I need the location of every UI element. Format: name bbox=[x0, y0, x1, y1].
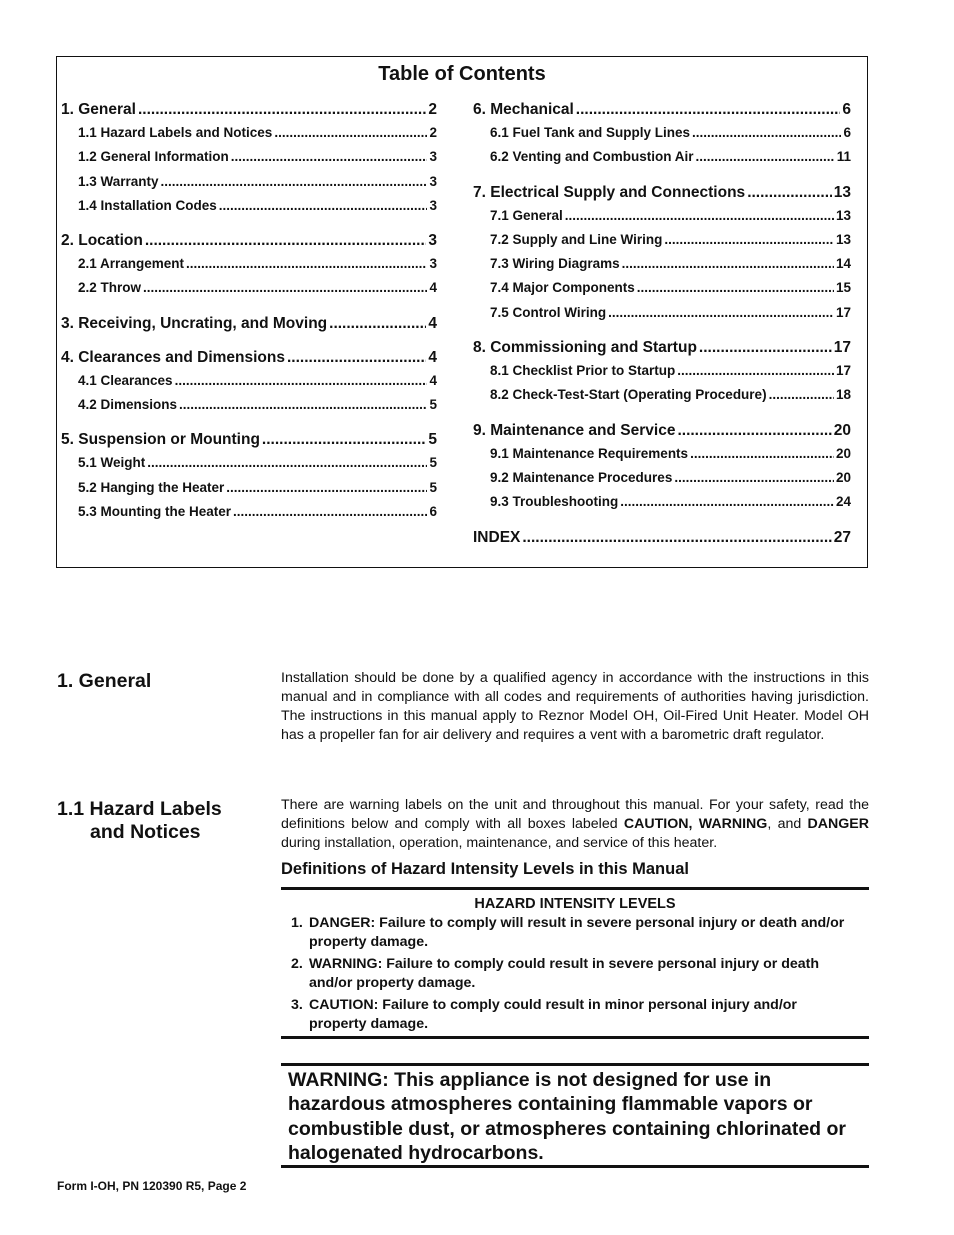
toc-entry-page: 13 bbox=[835, 231, 851, 247]
toc-entry[interactable] bbox=[473, 208, 851, 232]
hazard-para-text: , and bbox=[767, 816, 808, 832]
toc-entry-title: 9.2 Maintenance Procedures bbox=[490, 469, 673, 485]
toc-entry-page: 5 bbox=[429, 397, 437, 413]
toc-leader-dots bbox=[692, 125, 841, 140]
toc-entry-page: 27 bbox=[833, 528, 851, 546]
toc-entry-page: 14 bbox=[835, 256, 851, 272]
toc-entry[interactable] bbox=[473, 470, 851, 494]
toc-entry-title: 5.1 Weight bbox=[78, 455, 146, 471]
toc-entry[interactable] bbox=[61, 174, 437, 198]
toc-leader-dots bbox=[677, 363, 834, 378]
warning-box bbox=[281, 1063, 869, 1168]
section-heading-hazard-labels bbox=[57, 798, 222, 844]
toc-leader-dots bbox=[226, 480, 427, 495]
toc-leader-dots bbox=[677, 422, 831, 440]
toc-entry[interactable] bbox=[61, 101, 437, 125]
section-heading-general: 1. General bbox=[57, 670, 152, 692]
toc-entry-title: 7.3 Wiring Diagrams bbox=[490, 256, 620, 272]
toc-entry-title: 7. Electrical Supply and Connections bbox=[473, 183, 746, 201]
toc-leader-dots bbox=[233, 504, 427, 519]
toc-entry[interactable] bbox=[61, 373, 437, 397]
list-item bbox=[291, 996, 869, 1034]
toc-leader-dots bbox=[620, 494, 834, 509]
toc-entry-page: 3 bbox=[429, 149, 437, 165]
toc-leader-dots bbox=[179, 397, 427, 412]
toc-leader-dots bbox=[186, 256, 427, 271]
toc-entry-title: 7.4 Major Components bbox=[490, 280, 635, 296]
toc-leader-dots bbox=[576, 101, 841, 119]
toc-entry-page: 3 bbox=[429, 197, 437, 213]
toc-entry[interactable] bbox=[473, 101, 851, 125]
toc-leader-dots bbox=[138, 101, 426, 119]
warning-text: WARNING: This appliance is not designed for use in hazardous atmospheres containing flammable vapors or combustible dust, or atmospheres containing chlorinated or halogenated hydrocarbons. bbox=[288, 1069, 846, 1165]
toc-left-column bbox=[61, 101, 437, 528]
toc-entry[interactable] bbox=[61, 315, 437, 339]
toc-entry-page: 5 bbox=[429, 455, 437, 471]
hazard-paragraph bbox=[281, 796, 869, 853]
toc-entry-title: 4.1 Clearances bbox=[78, 372, 173, 388]
toc-entry-title: 9.1 Maintenance Requirements bbox=[490, 445, 689, 461]
general-paragraph: Installation should be done by a qualified agency in accordance with the instructions in this manual and in compliance with all codes and requirements of authorities having jurisdiction. The instructions in this manual apply to Reznor Model OH, Oil-Fired Unit Heater. Model OH has a propeller fan for air delivery and requires a vent with a barometric draft regulator. bbox=[281, 670, 869, 743]
toc-entry[interactable] bbox=[473, 529, 851, 553]
hazard-para-bold: DANGER bbox=[807, 816, 870, 832]
toc-entry-title: 5.2 Hanging the Heater bbox=[78, 479, 225, 495]
toc-entry[interactable] bbox=[61, 480, 437, 504]
toc-entry-page: 6 bbox=[429, 503, 437, 519]
hazard-box-heading: HAZARD INTENSITY LEVELS bbox=[474, 896, 676, 912]
toc-leader-dots bbox=[175, 373, 428, 388]
toc-entry[interactable] bbox=[61, 349, 437, 373]
toc-entry-title: 4.2 Dimensions bbox=[78, 397, 178, 413]
toc-entry[interactable] bbox=[473, 232, 851, 256]
toc-entry[interactable] bbox=[61, 149, 437, 173]
toc-leader-dots bbox=[769, 387, 834, 402]
toc-entry[interactable] bbox=[61, 280, 437, 304]
toc-entry-page: 17 bbox=[835, 304, 851, 320]
toc-entry-page: 6 bbox=[843, 125, 851, 140]
list-item bbox=[291, 914, 869, 952]
list-text: CAUTION: Failure to comply could result in minor personal injury and/or property damage. bbox=[309, 997, 797, 1032]
toc-leader-dots bbox=[522, 529, 831, 547]
definitions-title: Definitions of Hazard Intensity Levels in this Manual bbox=[281, 860, 689, 878]
toc-entry-title: 3. Receiving, Uncrating, and Moving bbox=[61, 314, 328, 332]
toc-leader-dots bbox=[608, 305, 834, 320]
toc-leader-dots bbox=[161, 174, 428, 189]
toc-entry[interactable] bbox=[61, 232, 437, 256]
toc-leader-dots bbox=[287, 349, 426, 367]
list-number: 1. bbox=[291, 915, 303, 931]
toc-entry-page: 4 bbox=[429, 280, 437, 296]
hazard-levels-box bbox=[281, 887, 869, 1039]
toc-entry[interactable] bbox=[473, 125, 851, 149]
toc-entry-title: 1.3 Warranty bbox=[78, 173, 159, 189]
hazard-para-text: There are warning labels on the unit and throughout this manual. For your safety, read the definitions below and comply with all boxes labeled bbox=[281, 797, 869, 832]
toc-entry[interactable] bbox=[473, 184, 851, 208]
toc-leader-dots bbox=[329, 315, 426, 333]
list-text: DANGER: Failure to comply will result in severe personal injury or death and/or property damage. bbox=[309, 915, 845, 950]
toc-entry-page: 3 bbox=[429, 256, 437, 272]
toc-entry[interactable] bbox=[473, 446, 851, 470]
toc-entry-page: 5 bbox=[429, 479, 437, 495]
toc-entry-page: 2 bbox=[429, 125, 437, 140]
toc-leader-dots bbox=[664, 232, 834, 247]
toc-leader-dots bbox=[219, 198, 428, 213]
toc-entry-page: 4 bbox=[429, 372, 437, 388]
toc-leader-dots bbox=[622, 256, 834, 271]
toc-entry-page: 11 bbox=[836, 149, 851, 165]
toc-entry[interactable] bbox=[473, 339, 851, 363]
toc-leader-dots bbox=[699, 339, 832, 357]
toc-entry-page: 5 bbox=[428, 431, 437, 449]
toc-entry[interactable] bbox=[473, 363, 851, 387]
toc-entry-page: 13 bbox=[835, 207, 851, 223]
table-of-contents bbox=[56, 56, 868, 568]
toc-entry[interactable] bbox=[473, 494, 851, 518]
toc-entry-title: 6. Mechanical bbox=[473, 101, 574, 118]
toc-entry-page: 4 bbox=[428, 348, 437, 366]
list-text: WARNING: Failure to comply could result in severe personal injury or death and/or property damage. bbox=[309, 956, 820, 991]
toc-entry-title: 8.2 Check-Test-Start (Operating Procedure) bbox=[490, 387, 767, 403]
hazard-para-text: during installation, operation, maintenance, and service of this heater. bbox=[281, 835, 718, 851]
toc-entry-title: 8.1 Checklist Prior to Startup bbox=[490, 363, 676, 379]
toc-leader-dots bbox=[565, 208, 834, 223]
toc-entry-page: 4 bbox=[428, 314, 437, 332]
toc-entry-page: 3 bbox=[429, 173, 437, 189]
hazard-levels-list bbox=[281, 914, 869, 1034]
toc-entry-page: 17 bbox=[833, 339, 851, 357]
toc-entry-title: INDEX bbox=[473, 528, 521, 546]
toc-entry-title: 7.2 Supply and Line Wiring bbox=[490, 231, 663, 247]
toc-entry-title: 1.2 General Information bbox=[78, 149, 229, 165]
toc-entry[interactable] bbox=[473, 280, 851, 304]
toc-entry-page: 17 bbox=[835, 363, 851, 379]
toc-entry-title: 7.5 Control Wiring bbox=[490, 304, 607, 320]
toc-entry[interactable] bbox=[61, 504, 437, 528]
toc-leader-dots bbox=[696, 149, 835, 164]
toc-title: Table of Contents bbox=[378, 63, 546, 85]
toc-entry-title: 2.1 Arrangement bbox=[78, 256, 185, 272]
toc-entry[interactable] bbox=[473, 256, 851, 280]
toc-entry-title: 6.2 Venting and Combustion Air bbox=[490, 149, 694, 165]
toc-entry-title: 6.1 Fuel Tank and Supply Lines bbox=[490, 125, 691, 140]
hazard-heading-line1: 1.1 Hazard Labels bbox=[57, 798, 222, 820]
list-number: 2. bbox=[291, 956, 303, 972]
toc-entry-page: 20 bbox=[833, 421, 851, 439]
toc-entry-title: 1.4 Installation Codes bbox=[78, 197, 217, 213]
toc-entry-title: 8. Commissioning and Startup bbox=[473, 339, 697, 357]
toc-entry-page: 13 bbox=[833, 183, 851, 201]
toc-entry-title: 4. Clearances and Dimensions bbox=[61, 348, 285, 366]
toc-leader-dots bbox=[747, 184, 832, 202]
toc-entry[interactable] bbox=[473, 305, 851, 329]
toc-leader-dots bbox=[262, 431, 426, 449]
toc-entry-page: 24 bbox=[835, 494, 851, 510]
toc-entry-title: 2. Location bbox=[61, 232, 143, 250]
toc-entry[interactable] bbox=[61, 198, 437, 222]
toc-entry[interactable] bbox=[61, 397, 437, 421]
hazard-para-bold: CAUTION, WARNING bbox=[623, 816, 768, 832]
toc-entry-page: 20 bbox=[835, 469, 851, 485]
toc-leader-dots bbox=[674, 470, 834, 485]
toc-entry[interactable] bbox=[61, 431, 437, 455]
toc-entry-title: 9.3 Troubleshooting bbox=[490, 494, 619, 510]
toc-entry[interactable] bbox=[473, 422, 851, 446]
toc-entry-title: 9. Maintenance and Service bbox=[473, 421, 676, 439]
toc-leader-dots bbox=[690, 446, 834, 461]
toc-entry[interactable] bbox=[61, 125, 437, 149]
toc-entry-title: 7.1 General bbox=[490, 207, 563, 223]
toc-leader-dots bbox=[274, 125, 427, 140]
toc-entry-page: 20 bbox=[835, 445, 851, 461]
toc-entry[interactable] bbox=[61, 256, 437, 280]
toc-entry-page: 18 bbox=[835, 387, 851, 403]
toc-entry-title: 5. Suspension or Mounting bbox=[61, 431, 260, 449]
toc-entry-page: 3 bbox=[428, 232, 437, 250]
toc-entry-title: 1. General bbox=[61, 101, 136, 118]
toc-leader-dots bbox=[147, 455, 427, 470]
page-footer: Form I-OH, PN 120390 R5, Page 2 bbox=[57, 1179, 247, 1193]
toc-leader-dots bbox=[143, 280, 427, 295]
toc-leader-dots bbox=[231, 149, 428, 164]
toc-entry[interactable] bbox=[473, 387, 851, 411]
toc-right-column bbox=[473, 101, 851, 553]
toc-entry-page: 6 bbox=[842, 101, 851, 118]
toc-entry-title: 2.2 Throw bbox=[78, 280, 142, 296]
toc-entry-page: 2 bbox=[428, 101, 437, 118]
toc-leader-dots bbox=[637, 280, 834, 295]
toc-entry-page: 15 bbox=[835, 280, 851, 296]
list-item bbox=[291, 955, 869, 993]
toc-entry-title: 1.1 Hazard Labels and Notices bbox=[78, 125, 273, 140]
toc-entry[interactable] bbox=[61, 455, 437, 479]
list-number: 3. bbox=[291, 997, 303, 1013]
toc-leader-dots bbox=[145, 232, 427, 250]
toc-entry[interactable] bbox=[473, 149, 851, 173]
hazard-heading-line2: and Notices bbox=[90, 821, 201, 843]
toc-entry-title: 5.3 Mounting the Heater bbox=[78, 503, 232, 519]
